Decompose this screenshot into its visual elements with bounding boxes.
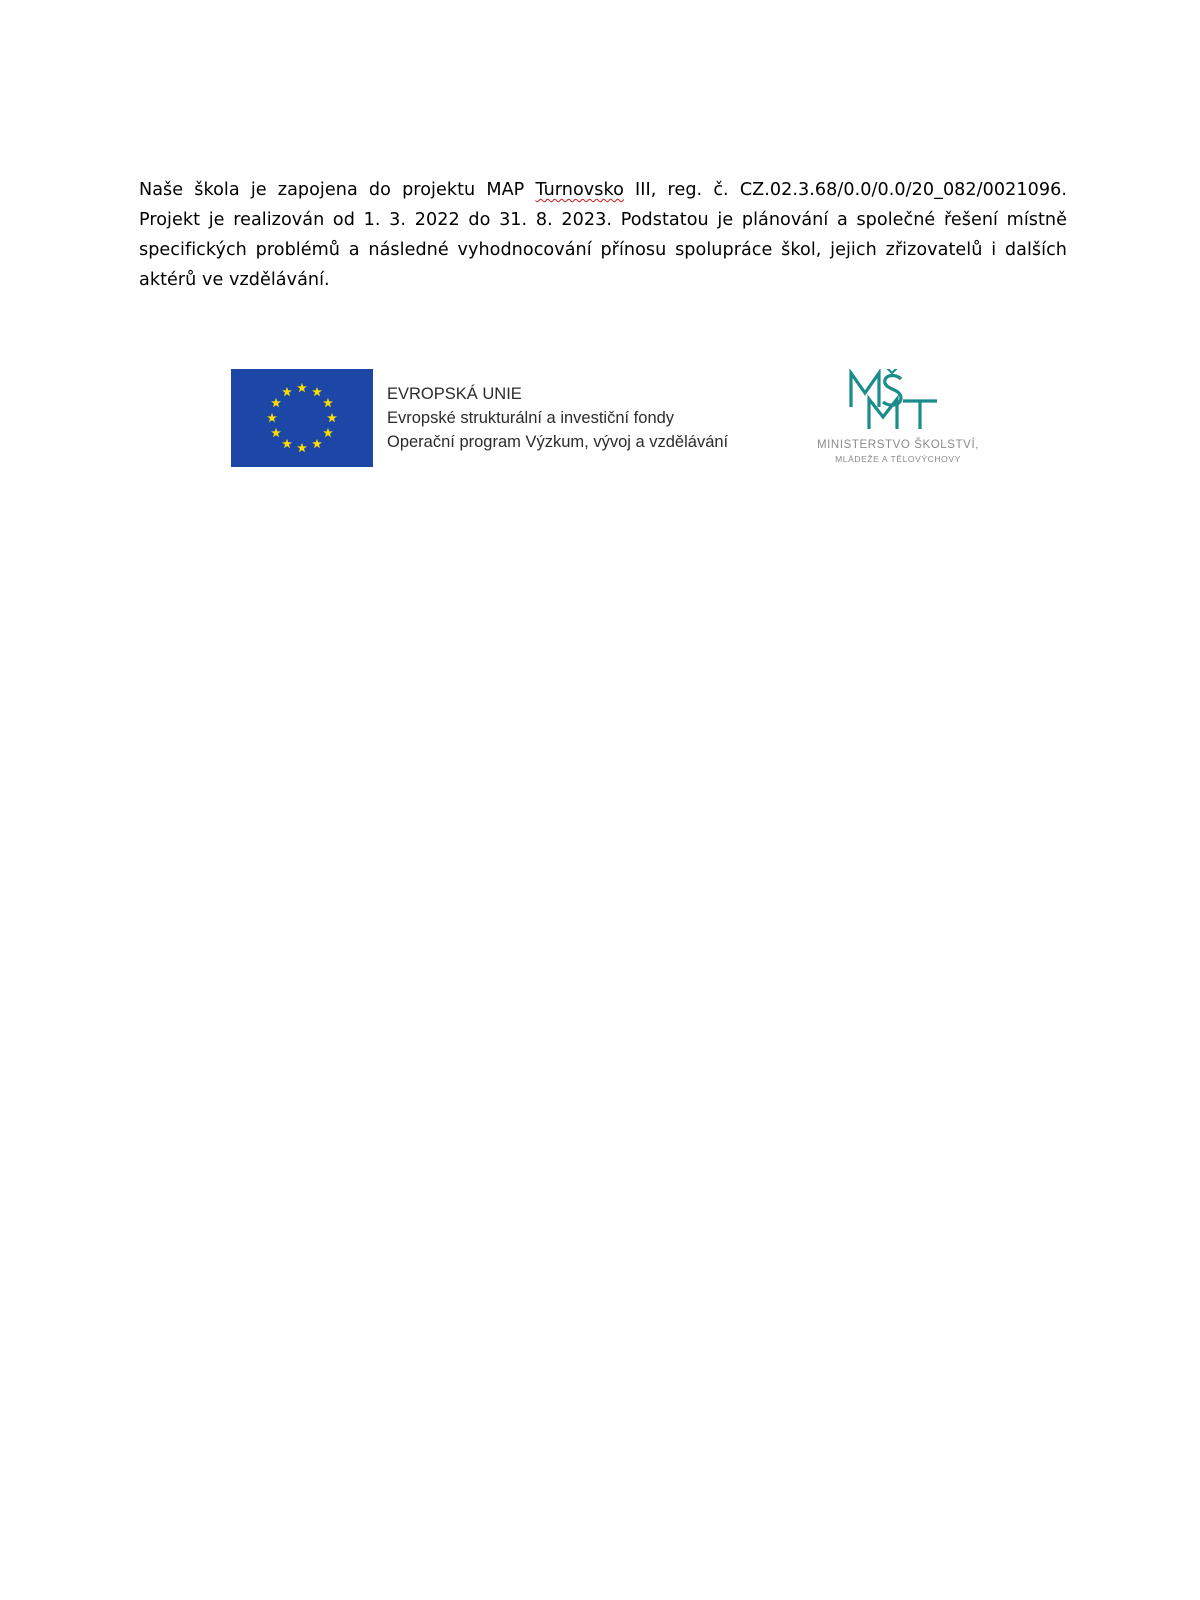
eu-star-icon [312,387,322,396]
eu-star-icon [282,387,292,396]
msmt-logo-line1: MINISTERSTVO ŠKOLSTVÍ, [816,439,980,451]
eu-star-icon [297,443,307,452]
paragraph-text-start: Naše škola je zapojena do projektu MAP [139,180,536,200]
eu-logo-line3: Operační program Výzkum, vývoj a vzdělávání [387,433,729,451]
msmt-logo [803,369,993,467]
eu-stars-icon [231,369,373,467]
eu-logo-line1: EVROPSKÁ UNIE [387,385,522,403]
eu-star-icon [323,398,333,407]
msmt-logo-line2: MLÁDEŽE A TĚLOVÝCHOVY [835,454,961,464]
eu-logo-text [387,382,728,454]
eu-star-icon [323,428,333,437]
eu-logo-line2: Evropské strukturální a investiční fondy [387,409,675,427]
eu-star-icon [312,439,322,448]
spellcheck-flagged-word[interactable]: Turnovsko [535,180,624,200]
project-paragraph [139,175,1067,295]
paragraph-text-end: III, reg. č. CZ.02.3.68/0.0/0.0/20_082/0021096. Projekt je realizován od 1. 3. 2022 do 31. 8. 2023. Podstatou je plánování a společné řešení místně specifických problémů a následné vyhodnocování přínosu spolupráce škol, jejich zřizovatelů i dalších aktérů ve vzdělávání. [139,180,1067,290]
funding-logos [231,369,991,467]
eu-star-icon [271,398,281,407]
eu-star-icon [282,439,292,448]
eu-star-icon [327,413,337,422]
eu-star-icon [297,383,307,392]
msmt-monogram-icon [803,369,993,439]
eu-star-icon [267,413,277,422]
eu-flag-logo [231,369,373,467]
eu-star-icon [271,428,281,437]
